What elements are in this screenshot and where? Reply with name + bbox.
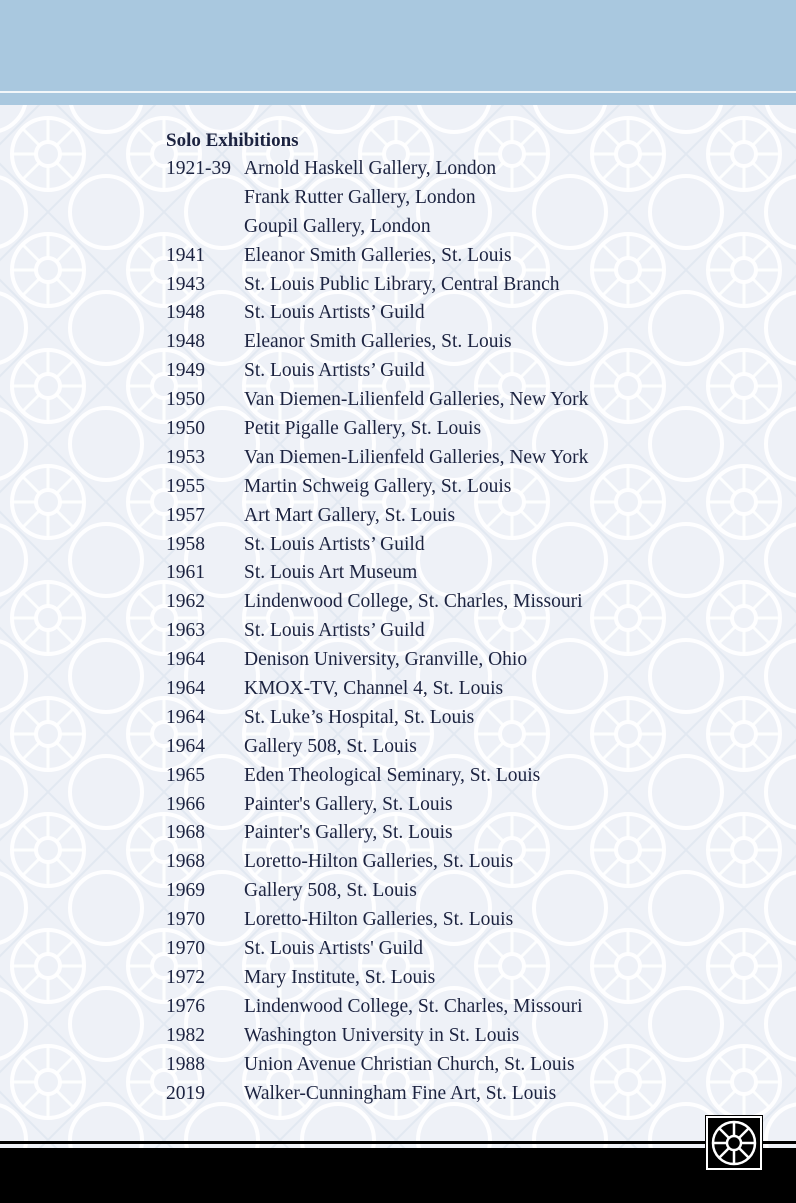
exhibition-year: 1969 bbox=[166, 880, 205, 902]
exhibition-year: 1965 bbox=[166, 764, 205, 786]
exhibition-venue: Washington University in St. Louis bbox=[244, 1024, 520, 1046]
exhibition-year: 1968 bbox=[166, 822, 205, 844]
exhibition-venue: KMOX-TV, Channel 4, St. Louis bbox=[244, 678, 504, 700]
exhibition-year: 1972 bbox=[166, 966, 205, 988]
exhibition-year: 1988 bbox=[166, 1053, 205, 1075]
exhibition-year: 1964 bbox=[166, 649, 205, 671]
exhibition-row bbox=[166, 502, 588, 531]
exhibition-venue: Painter's Gallery, St. Louis bbox=[244, 822, 453, 844]
exhibition-venue: Van Diemen-Lilienfeld Galleries, New York bbox=[244, 389, 589, 411]
exhibition-year: 1955 bbox=[166, 475, 205, 497]
exhibition-venue: St. Luke’s Hospital, St. Louis bbox=[244, 706, 475, 728]
exhibition-year: 1950 bbox=[166, 418, 205, 440]
exhibition-year: 1968 bbox=[166, 851, 205, 873]
exhibition-year: 1962 bbox=[166, 591, 205, 613]
exhibition-year: 1921-39 bbox=[166, 158, 231, 179]
exhibition-venue: St. Louis Artists’ Guild bbox=[244, 533, 425, 555]
exhibition-venue: St. Louis Artists' Guild bbox=[244, 938, 424, 960]
exhibition-row bbox=[166, 473, 588, 502]
exhibition-row bbox=[166, 964, 588, 993]
exhibition-row bbox=[166, 559, 588, 588]
exhibition-venue: Arnold Haskell Gallery, London bbox=[244, 158, 497, 179]
exhibition-year: 1964 bbox=[166, 706, 205, 728]
exhibition-year: 1964 bbox=[166, 678, 205, 700]
exhibition-row bbox=[166, 935, 588, 964]
exhibition-row bbox=[166, 299, 588, 328]
exhibition-row bbox=[166, 444, 588, 473]
exhibition-row bbox=[166, 675, 588, 704]
exhibition-venue: Eleanor Smith Galleries, St. Louis bbox=[244, 244, 512, 266]
exhibition-row bbox=[166, 762, 588, 791]
exhibition-venue: Eleanor Smith Galleries, St. Louis bbox=[244, 331, 512, 353]
exhibition-venue: Martin Schweig Gallery, St. Louis bbox=[244, 475, 512, 497]
exhibition-row bbox=[166, 906, 588, 935]
exhibition-row bbox=[166, 357, 588, 386]
exhibition-row bbox=[166, 704, 588, 733]
exhibition-year: 1958 bbox=[166, 533, 205, 555]
exhibition-year: 1957 bbox=[166, 504, 205, 526]
exhibition-row bbox=[166, 733, 588, 762]
exhibition-year: 2019 bbox=[166, 1082, 205, 1104]
exhibition-venue: St. Louis Artists’ Guild bbox=[244, 360, 425, 382]
exhibition-venue: Frank Rutter Gallery, London bbox=[244, 186, 476, 208]
exhibition-row bbox=[166, 791, 588, 820]
exhibition-venue: Loretto-Hilton Galleries, St. Louis bbox=[244, 909, 514, 931]
exhibition-row bbox=[166, 993, 588, 1022]
exhibition-row bbox=[166, 242, 588, 271]
exhibition-venue: St. Louis Art Museum bbox=[244, 562, 418, 584]
exhibition-venue: Gallery 508, St. Louis bbox=[244, 880, 417, 902]
header-divider bbox=[0, 91, 796, 93]
exhibition-year: 1963 bbox=[166, 620, 205, 642]
exhibition-row bbox=[166, 1022, 588, 1051]
exhibitions-section bbox=[166, 127, 588, 1108]
exhibition-row bbox=[166, 155, 588, 184]
exhibition-year: 1949 bbox=[166, 360, 205, 382]
exhibition-venue: St. Louis Artists’ Guild bbox=[244, 302, 425, 324]
exhibition-venue: Van Diemen-Lilienfeld Galleries, New York bbox=[244, 446, 589, 468]
section-title: Solo Exhibitions bbox=[166, 130, 299, 151]
exhibition-row bbox=[166, 386, 588, 415]
exhibition-year: 1966 bbox=[166, 793, 205, 815]
exhibition-year: 1953 bbox=[166, 446, 205, 468]
exhibition-year: 1982 bbox=[166, 1024, 205, 1046]
exhibition-row bbox=[166, 848, 588, 877]
exhibition-year: 1976 bbox=[166, 995, 205, 1017]
exhibition-venue: St. Louis Public Library, Central Branch bbox=[244, 273, 560, 295]
exhibition-year: 1964 bbox=[166, 735, 205, 757]
footer-rule bbox=[0, 1141, 796, 1144]
exhibition-venue: Petit Pigalle Gallery, St. Louis bbox=[244, 418, 482, 440]
exhibition-venue: Goupil Gallery, London bbox=[244, 215, 431, 237]
exhibition-year: 1943 bbox=[166, 273, 205, 295]
exhibition-row bbox=[166, 328, 588, 357]
exhibition-row bbox=[166, 877, 588, 906]
exhibition-row bbox=[166, 1051, 588, 1080]
exhibition-venue: Denison University, Granville, Ohio bbox=[244, 649, 528, 671]
exhibition-row bbox=[166, 588, 588, 617]
exhibition-row bbox=[166, 271, 588, 300]
exhibition-year: 1941 bbox=[166, 244, 205, 266]
exhibition-venue: Lindenwood College, St. Charles, Missouri bbox=[244, 591, 583, 613]
exhibition-venue: Gallery 508, St. Louis bbox=[244, 735, 417, 757]
rosette-logo-icon bbox=[705, 1115, 763, 1171]
exhibition-list bbox=[166, 155, 588, 1108]
exhibition-venue: Painter's Gallery, St. Louis bbox=[244, 793, 453, 815]
exhibition-venue: Art Mart Gallery, St. Louis bbox=[244, 504, 456, 526]
footer-bar bbox=[0, 1148, 796, 1203]
exhibition-row bbox=[166, 1080, 588, 1109]
exhibition-venue: Union Avenue Christian Church, St. Louis bbox=[244, 1053, 575, 1075]
exhibition-venue: Mary Institute, St. Louis bbox=[244, 966, 436, 988]
header-band bbox=[0, 0, 796, 105]
exhibition-year: 1961 bbox=[166, 562, 205, 584]
exhibition-venue: Eden Theological Seminary, St. Louis bbox=[244, 764, 541, 786]
exhibition-row bbox=[166, 617, 588, 646]
exhibition-venue: Loretto-Hilton Galleries, St. Louis bbox=[244, 851, 514, 873]
exhibition-row bbox=[166, 819, 588, 848]
exhibition-year: 1950 bbox=[166, 389, 205, 411]
exhibition-venue: St. Louis Artists’ Guild bbox=[244, 620, 425, 642]
exhibition-year: 1948 bbox=[166, 302, 205, 324]
exhibition-venue: Walker-Cunningham Fine Art, St. Louis bbox=[244, 1082, 557, 1104]
exhibition-year: 1948 bbox=[166, 331, 205, 353]
exhibition-year: 1970 bbox=[166, 938, 205, 960]
exhibition-row bbox=[166, 646, 588, 675]
exhibition-row bbox=[166, 184, 588, 213]
exhibition-row bbox=[166, 415, 588, 444]
exhibition-row bbox=[166, 531, 588, 560]
exhibition-venue: Lindenwood College, St. Charles, Missouri bbox=[244, 995, 583, 1017]
exhibition-row bbox=[166, 213, 588, 242]
exhibition-year: 1970 bbox=[166, 909, 205, 931]
